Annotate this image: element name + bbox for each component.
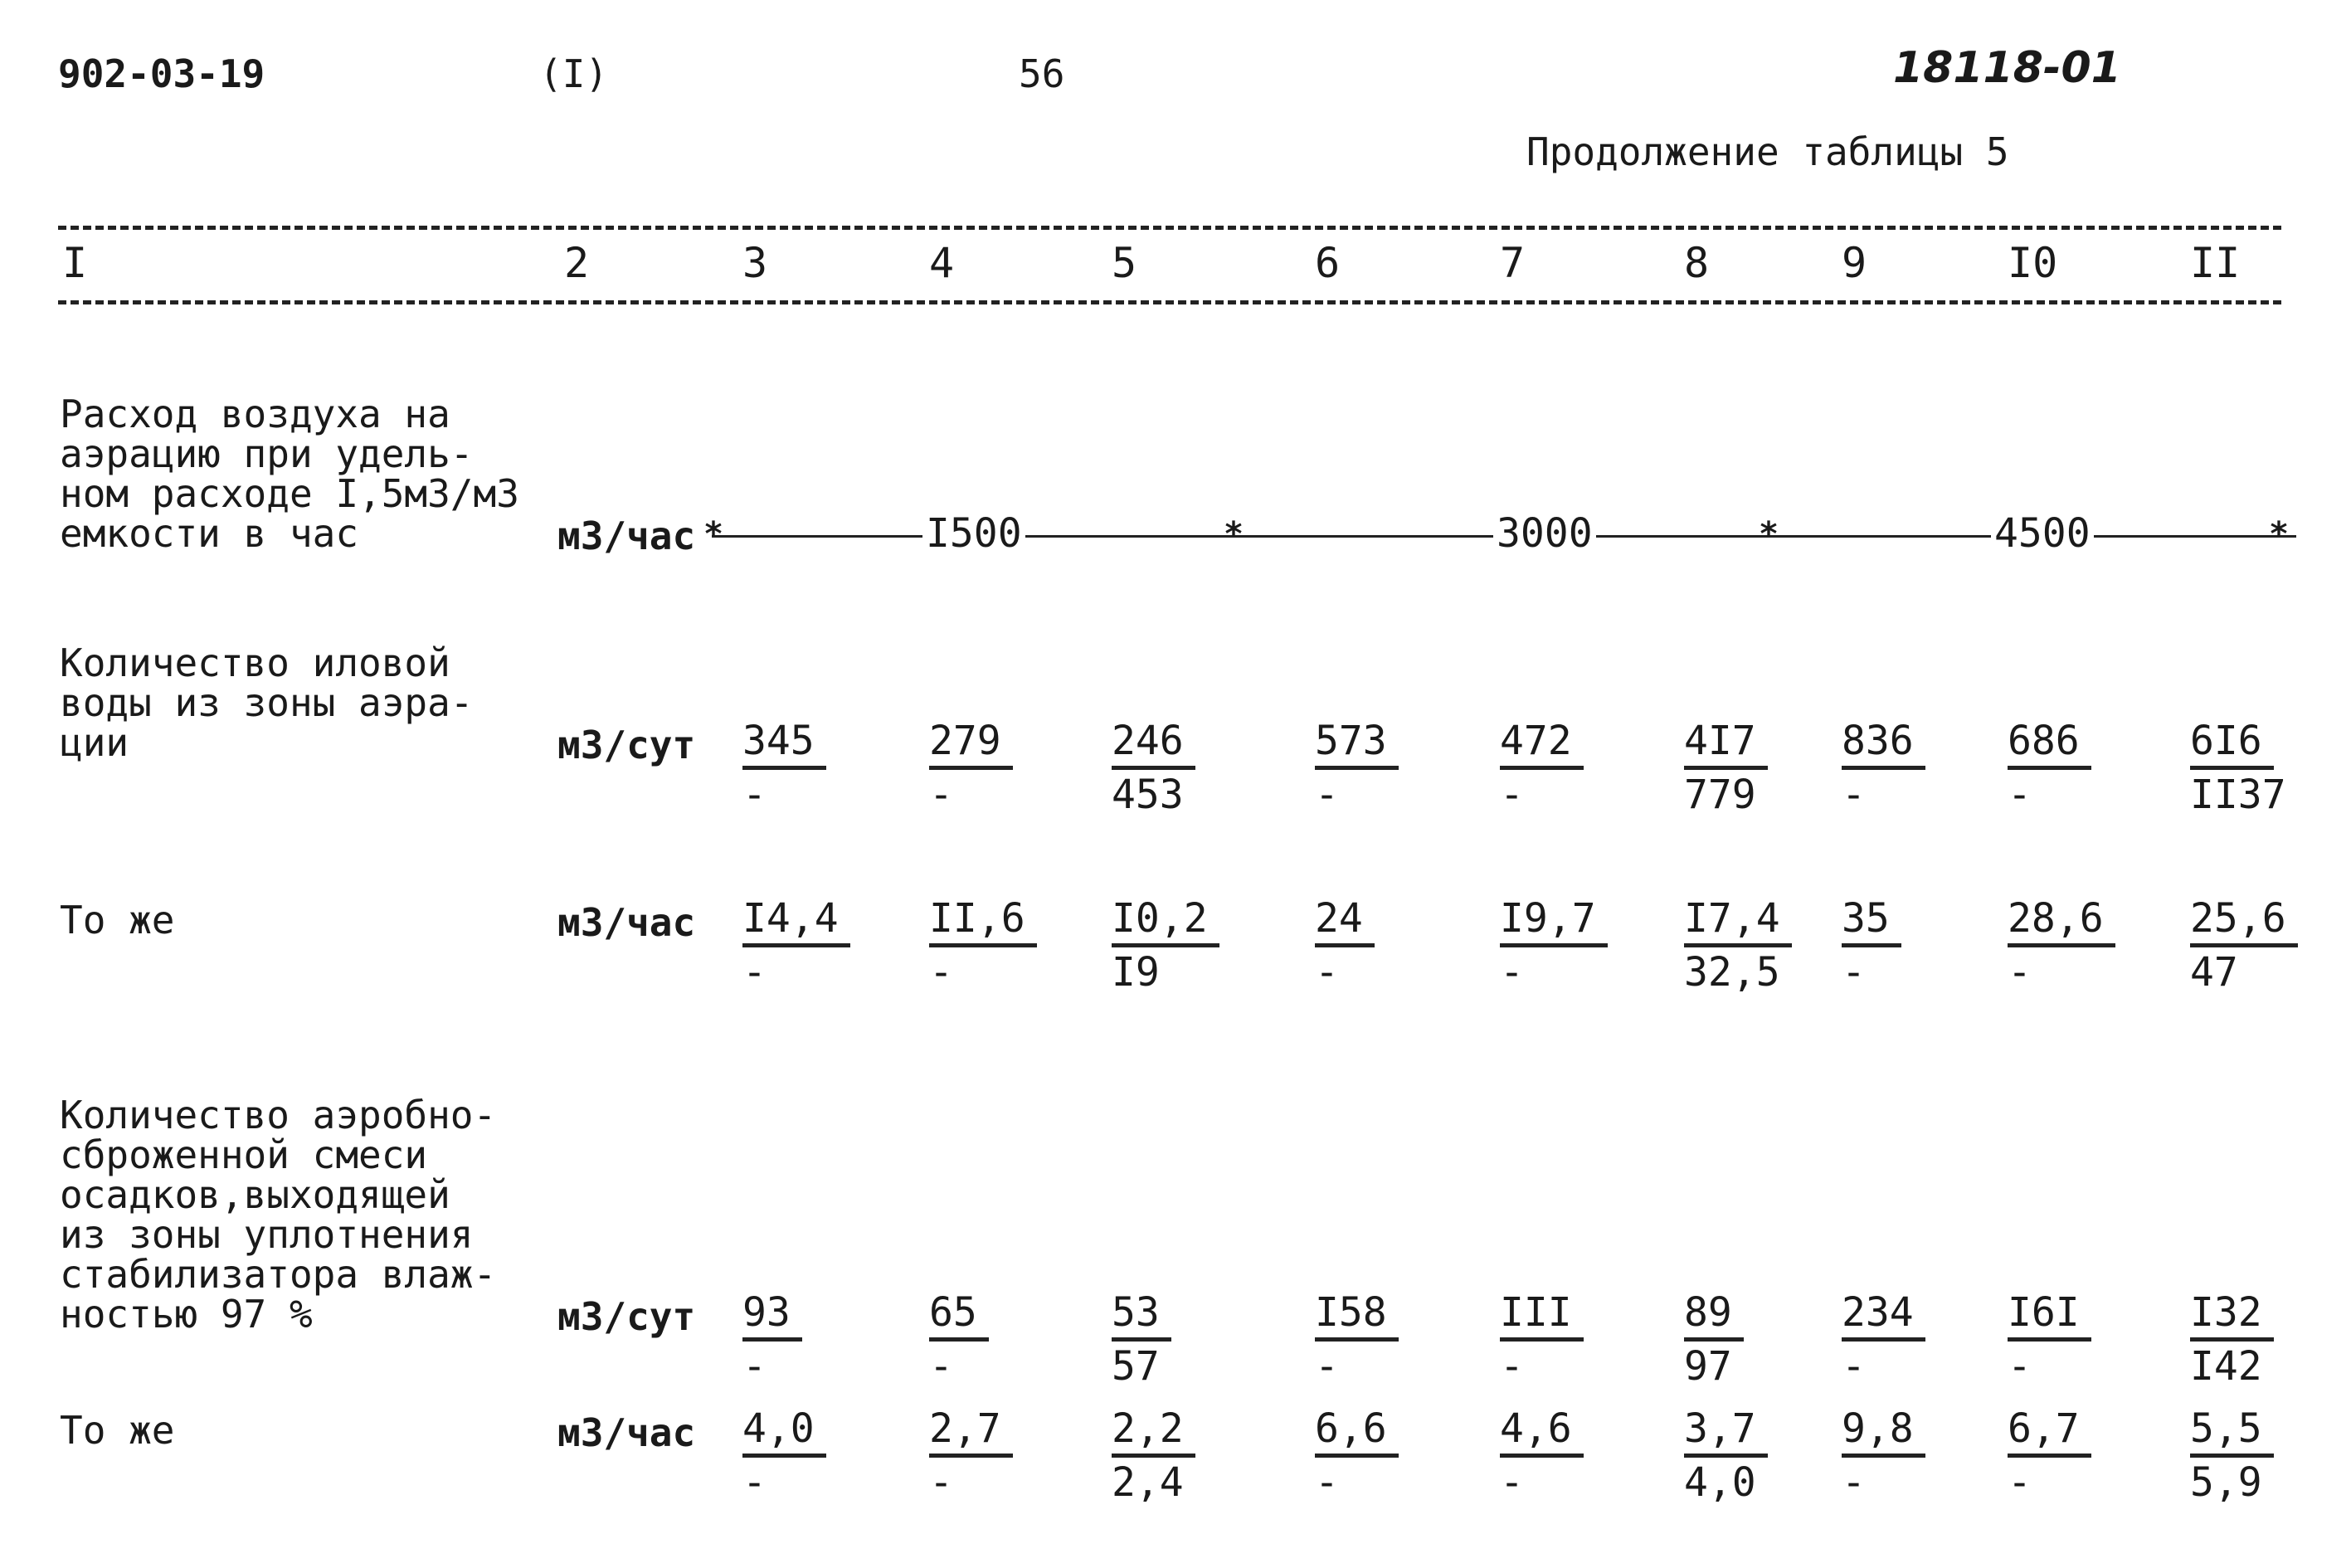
value-cell — [1112, 718, 1269, 816]
value-denominator: I42 — [2190, 1343, 2262, 1390]
value-numerator: 6,6 — [1315, 1407, 1399, 1458]
value-denominator: II37 — [2190, 772, 2286, 818]
value-cell — [1684, 1405, 1842, 1504]
value-cell — [742, 718, 900, 816]
value-numerator: 4,6 — [1500, 1407, 1584, 1458]
value-numerator: III — [1500, 1291, 1584, 1342]
section-marker: (I) — [539, 51, 609, 96]
value-denominator: - — [1500, 949, 1524, 996]
span-star-marker: * — [2269, 515, 2290, 553]
value-numerator: 28,6 — [2008, 897, 2115, 947]
value-cell — [929, 895, 1087, 994]
value-numerator: 3,7 — [1684, 1407, 1768, 1458]
row-label: То же — [60, 1408, 175, 1453]
value-cell — [2008, 718, 2165, 816]
value-numerator: 246 — [1112, 719, 1195, 770]
value-numerator: 35 — [1842, 897, 1901, 947]
column-number: 6 — [1315, 239, 1341, 287]
value-numerator: I7,4 — [1684, 897, 1792, 947]
row-unit: м3/час — [557, 1410, 696, 1455]
value-cell — [742, 895, 900, 994]
value-numerator: 234 — [1842, 1291, 1925, 1342]
value-cell — [1500, 895, 1657, 994]
value-denominator: 47 — [2190, 949, 2238, 996]
value-cell — [2008, 1289, 2165, 1388]
value-denominator: 57 — [1112, 1343, 1160, 1390]
value-denominator: - — [1500, 1343, 1524, 1390]
span-value: 4500 — [1991, 510, 2094, 557]
column-number: 7 — [1500, 239, 1526, 287]
value-cell — [2190, 895, 2348, 994]
column-number: 4 — [929, 239, 955, 287]
value-cell — [1842, 718, 1999, 816]
value-denominator: 4,0 — [1684, 1459, 1756, 1506]
value-denominator: - — [929, 772, 953, 818]
row-unit: м3/сут — [557, 1294, 696, 1339]
column-number: 5 — [1112, 239, 1137, 287]
span-star-marker: * — [703, 515, 724, 553]
column-number: II — [2190, 239, 2241, 287]
value-denominator: - — [1315, 949, 1339, 996]
value-numerator: 6,7 — [2008, 1407, 2091, 1458]
value-numerator: 686 — [2008, 719, 2091, 770]
value-denominator: - — [742, 1343, 767, 1390]
value-numerator: 24 — [1315, 897, 1375, 947]
table-continuation-caption: Продолжение таблицы 5 — [1526, 129, 2009, 174]
handwritten-number: 18118-01 — [1893, 43, 2121, 93]
value-numerator: 93 — [742, 1291, 802, 1342]
value-cell — [1315, 1289, 1472, 1388]
column-number: 3 — [742, 239, 768, 287]
column-number: 9 — [1842, 239, 1867, 287]
value-denominator: - — [2008, 772, 2032, 818]
header-rule-top — [58, 226, 2281, 230]
span-star-marker: * — [1224, 515, 1244, 553]
value-denominator: - — [1315, 772, 1339, 818]
header-rule-bottom — [58, 300, 2281, 304]
value-cell — [1842, 1289, 1999, 1388]
row-unit: м3/час — [557, 514, 696, 558]
value-cell — [1500, 1405, 1657, 1504]
value-numerator: 6I6 — [2190, 719, 2274, 770]
value-numerator: 2,2 — [1112, 1407, 1195, 1458]
value-numerator: 25,6 — [2190, 897, 2298, 947]
value-cell — [2008, 1405, 2165, 1504]
value-denominator: - — [1315, 1459, 1339, 1506]
value-cell — [1112, 1289, 1269, 1388]
page-number: 56 — [1019, 51, 1065, 96]
value-cell — [2190, 718, 2348, 816]
value-denominator: - — [1842, 1343, 1866, 1390]
value-numerator: 4,0 — [742, 1407, 826, 1458]
value-numerator: I0,2 — [1112, 897, 1219, 947]
span-value: I500 — [922, 510, 1025, 557]
value-numerator: I32 — [2190, 1291, 2274, 1342]
value-numerator: 2,7 — [929, 1407, 1013, 1458]
value-numerator: 9,8 — [1842, 1407, 1925, 1458]
row-unit: м3/сут — [557, 723, 696, 767]
value-denominator: - — [1500, 772, 1524, 818]
value-denominator: - — [1842, 949, 1866, 996]
value-denominator: - — [1842, 1459, 1866, 1506]
value-numerator: I58 — [1315, 1291, 1399, 1342]
column-number: I0 — [2008, 239, 2058, 287]
value-cell — [2190, 1289, 2348, 1388]
value-numerator: 5,5 — [2190, 1407, 2274, 1458]
value-cell — [1842, 895, 1999, 994]
value-denominator: - — [929, 1459, 953, 1506]
value-cell — [1684, 895, 1842, 994]
value-numerator: 836 — [1842, 719, 1925, 770]
value-denominator: - — [929, 1343, 953, 1390]
column-number: 8 — [1684, 239, 1710, 287]
value-denominator: 97 — [1684, 1343, 1732, 1390]
value-cell — [929, 718, 1087, 816]
value-cell — [1112, 895, 1269, 994]
row-unit: м3/час — [557, 900, 696, 945]
value-denominator: - — [742, 949, 767, 996]
row-label: То же — [60, 898, 175, 942]
value-denominator: - — [742, 772, 767, 818]
row-label: Количество аэробно- сброженной смеси осадков,выходящей из зоны уплотнения стабилизатора влаж- ностью 97 % — [60, 1093, 497, 1337]
value-denominator: - — [2008, 1343, 2032, 1390]
value-cell — [1684, 718, 1842, 816]
value-numerator: I9,7 — [1500, 897, 1608, 947]
value-denominator: I9 — [1112, 949, 1160, 996]
value-numerator: 53 — [1112, 1291, 1171, 1342]
value-cell — [929, 1405, 1087, 1504]
value-cell — [1315, 1405, 1472, 1504]
column-number: I — [62, 239, 88, 287]
row-label: Расход воздуха на аэрацию при удель- ном расходе I,5м3/м3 емкости в час — [60, 392, 519, 556]
value-cell — [1500, 1289, 1657, 1388]
value-numerator: 345 — [742, 719, 826, 770]
value-numerator: 472 — [1500, 719, 1584, 770]
value-denominator: 32,5 — [1684, 949, 1780, 996]
value-numerator: II,6 — [929, 897, 1037, 947]
value-denominator: 453 — [1112, 772, 1184, 818]
value-cell — [929, 1289, 1087, 1388]
value-denominator: - — [1842, 772, 1866, 818]
value-numerator: 65 — [929, 1291, 989, 1342]
value-numerator: I6I — [2008, 1291, 2091, 1342]
value-cell — [1315, 718, 1472, 816]
value-numerator: 89 — [1684, 1291, 1744, 1342]
value-numerator: 279 — [929, 719, 1013, 770]
value-denominator: - — [1315, 1343, 1339, 1390]
value-denominator: - — [929, 949, 953, 996]
span-value: 3000 — [1493, 510, 1596, 557]
value-denominator: - — [2008, 1459, 2032, 1506]
column-number: 2 — [564, 239, 590, 287]
document-code: 902-03-19 — [58, 51, 265, 96]
value-numerator: 4I7 — [1684, 719, 1768, 770]
value-denominator: 2,4 — [1112, 1459, 1184, 1506]
value-cell — [2008, 895, 2165, 994]
value-numerator: I4,4 — [742, 897, 850, 947]
value-cell — [1842, 1405, 1999, 1504]
value-denominator: 5,9 — [2190, 1459, 2262, 1506]
value-cell — [742, 1289, 900, 1388]
value-cell — [2190, 1405, 2348, 1504]
value-cell — [1315, 895, 1472, 994]
value-cell — [742, 1405, 900, 1504]
value-cell — [1112, 1405, 1269, 1504]
value-denominator: - — [742, 1459, 767, 1506]
row-label: Количество иловой воды из зоны аэра- ции — [60, 640, 474, 765]
value-denominator: - — [2008, 949, 2032, 996]
value-denominator: 779 — [1684, 772, 1756, 818]
value-denominator: - — [1500, 1459, 1524, 1506]
value-numerator: 573 — [1315, 719, 1399, 770]
value-cell — [1500, 718, 1657, 816]
span-star-marker: * — [1759, 515, 1779, 553]
value-cell — [1684, 1289, 1842, 1388]
